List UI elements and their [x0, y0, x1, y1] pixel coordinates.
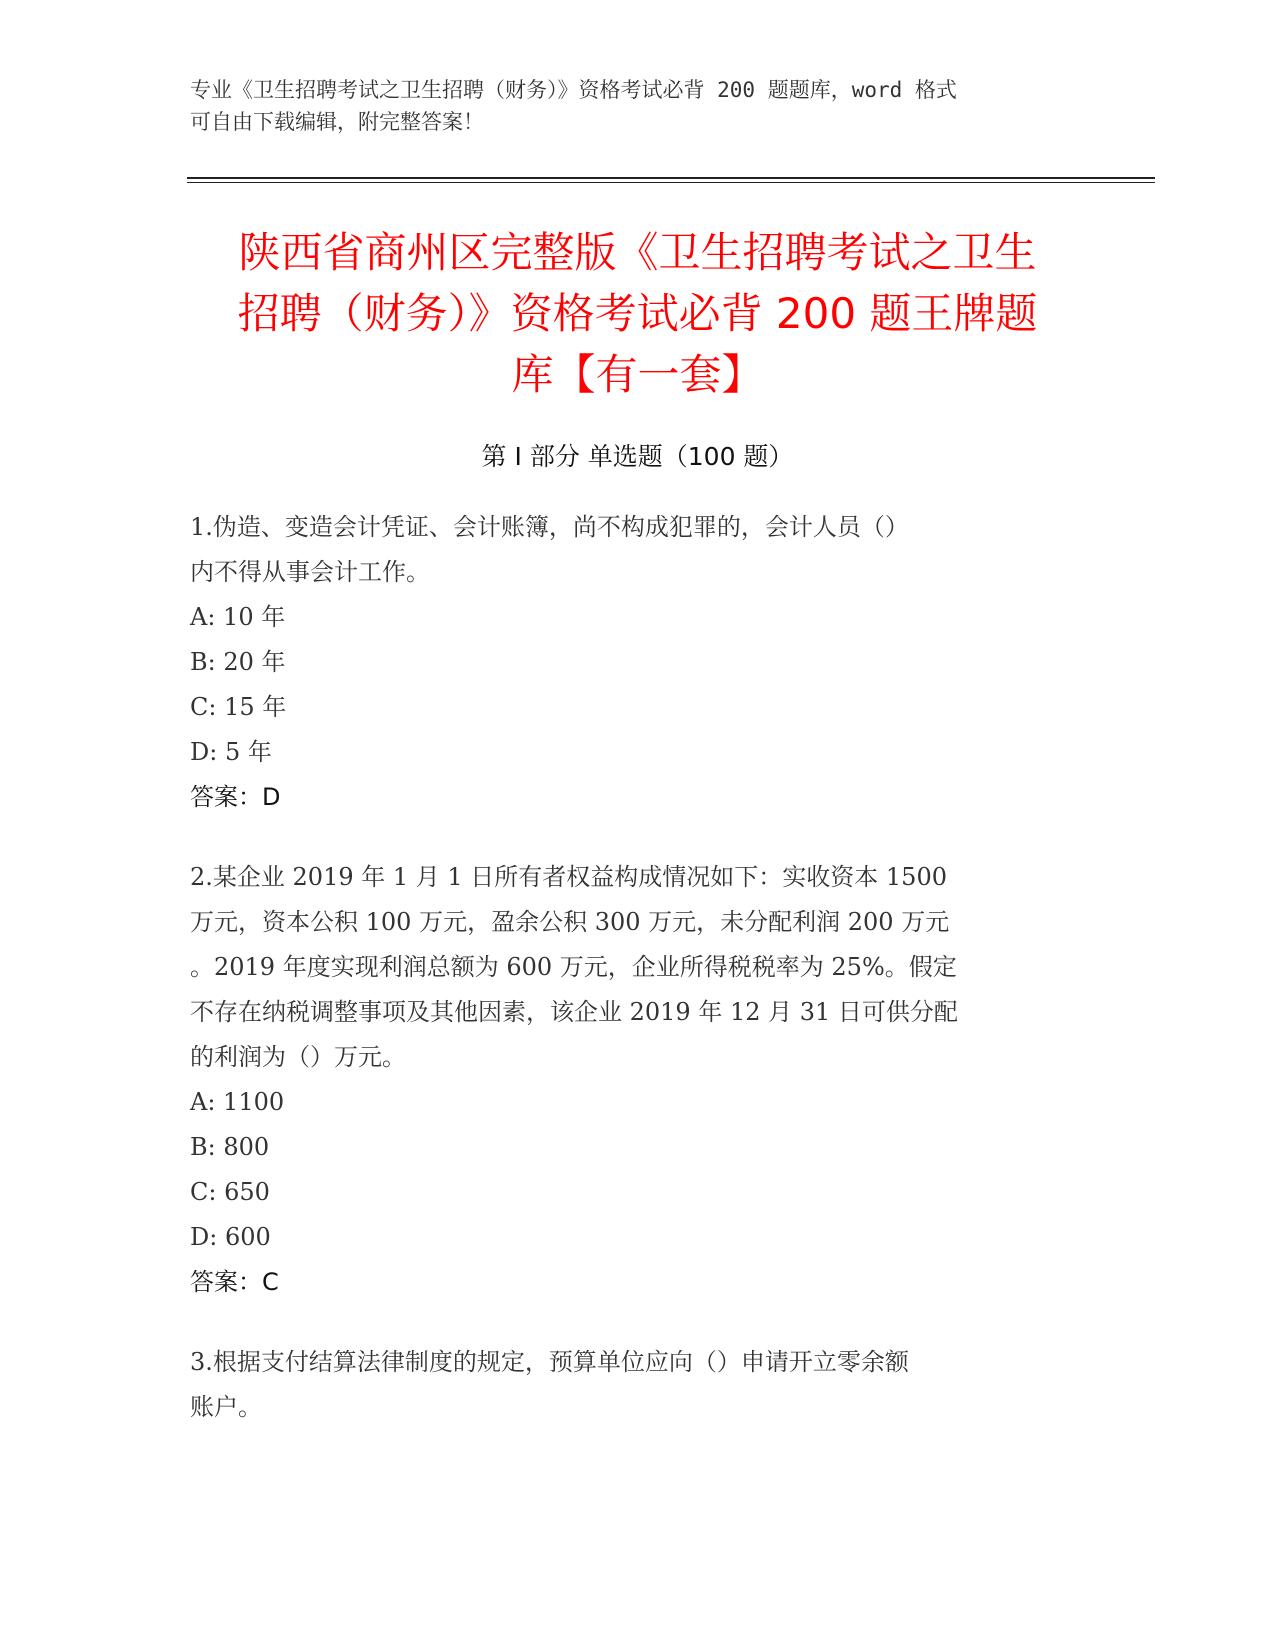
question-stem-line: 1.伪造、变造会计凭证、会计账簿，尚不构成犯罪的，会计人员（）	[190, 513, 909, 541]
option-a: A: 1100	[190, 1088, 285, 1116]
header-note	[190, 74, 1090, 138]
header-note-line: 专业《卫生招聘考试之卫生招聘（财务）》资格考试必背 200 题题库，word 格式	[190, 78, 957, 102]
option-a: A: 10 年	[190, 603, 286, 631]
question-1	[190, 505, 1090, 820]
header-divider-thick	[187, 177, 1155, 179]
question-stem-line: 万元，资本公积 100 万元，盈余公积 300 万元，未分配利润 200 万元	[190, 908, 950, 936]
option-d: D: 5 年	[190, 738, 272, 766]
question-stem-line: 。2019 年度实现利润总额为 600 万元，企业所得税税率为 25%。假定	[190, 953, 957, 981]
option-c: C: 650	[190, 1178, 270, 1206]
header-note-line: 可自由下载编辑，附完整答案！	[190, 110, 484, 134]
question-stem-line: 不存在纳税调整事项及其他因素，该企业 2019 年 12 月 31 日可供分配	[190, 998, 958, 1026]
question-stem-line: 2.某企业 2019 年 1 月 1 日所有者权益构成情况如下：实收资本 1500	[190, 863, 947, 891]
section-heading: 第 I 部分 单选题（100 题）	[481, 442, 794, 471]
question-stem-line: 的利润为（）万元。	[190, 1043, 406, 1071]
document-title	[150, 222, 1125, 405]
option-d: D: 600	[190, 1223, 271, 1251]
document-title-line: 陕西省商州区完整版《卫生招聘考试之卫生	[238, 228, 1037, 277]
option-b: B: 800	[190, 1133, 270, 1161]
question-2	[190, 855, 1090, 1305]
header-divider-thin	[187, 182, 1155, 183]
option-c: C: 15 年	[190, 693, 287, 721]
answer: 答案：D	[190, 783, 281, 811]
question-stem-line: 账户。	[190, 1393, 262, 1421]
question-stem-line: 3.根据支付结算法律制度的规定，预算单位应向（）申请开立零余额	[190, 1348, 909, 1376]
question-stem-line: 内不得从事会计工作。	[190, 558, 430, 586]
option-b: B: 20 年	[190, 648, 286, 676]
document-title-line: 库【有一套】	[511, 350, 764, 399]
document-title-line: 招聘（财务）》资格考试必背 200 题王牌题	[237, 289, 1038, 338]
answer: 答案：C	[190, 1268, 279, 1296]
question-3	[190, 1340, 1090, 1430]
